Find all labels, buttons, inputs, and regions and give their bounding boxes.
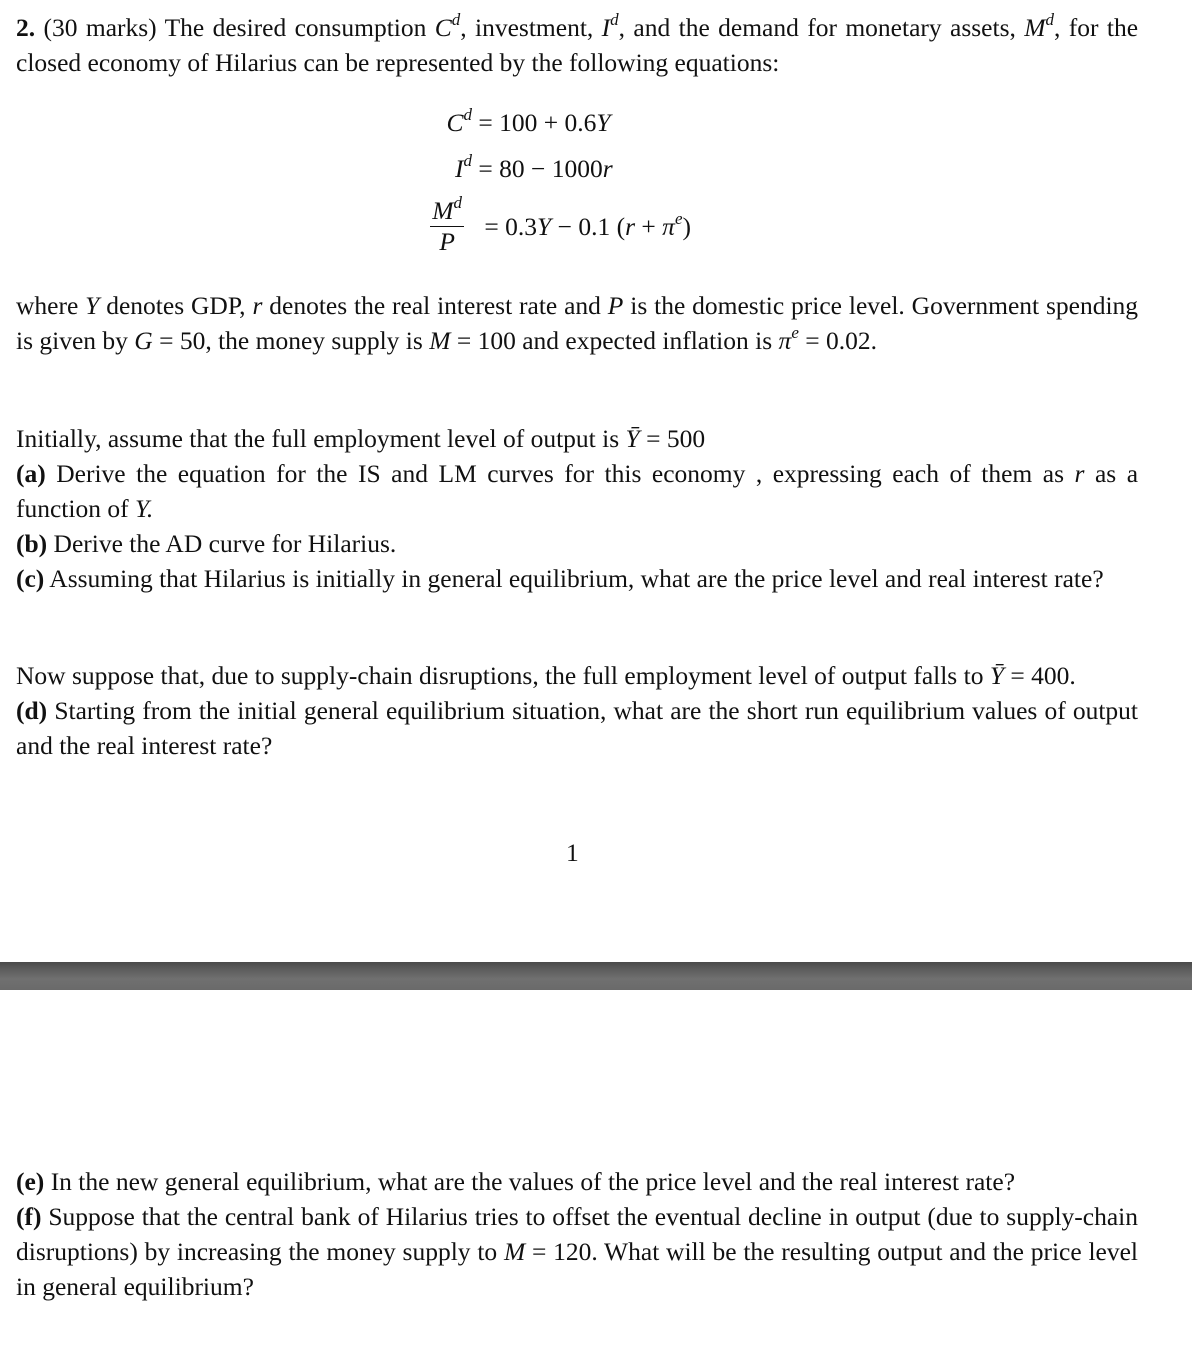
parts-a-c (16, 421, 1138, 596)
parts-d (16, 658, 1138, 763)
now-suppose-line: Now suppose that, due to supply-chain disruptions, the full employment level of output falls to Ȳ = 400. (16, 661, 1076, 690)
question-number: 2. (16, 13, 36, 42)
where-paragraph: where Y denotes GDP, r denotes the real interest rate and P is the domestic price level. Government spending is given by G = 50, the money supply is M = 100 and expected inflation is $\pi^e = 0.02$. (16, 291, 1139, 355)
part-e: (e) In the new general equilibrium, what are the values of the price level and the real interest rate? (16, 1167, 1016, 1196)
parts-e-f (16, 1164, 1138, 1304)
consumption-equation: $C^d = 100 + 0.6Y$ (446, 105, 611, 137)
fraction: $\frac{M^d}{P}$ (432, 193, 462, 256)
part-a: (a) Derive the equation for the IS and LM curves for this economy , expressing each of them as r as a function of Y. (16, 459, 1139, 523)
page-2 (0, 990, 1192, 1368)
part-c: (c) Assuming that Hilarius is initially in general equilibrium, what are the price level and real interest rate? (16, 564, 1104, 593)
part-f: (f) Suppose that the central bank of Hilarius tries to offset the eventual decline in output (due to supply-chain disruptions) by increasing the money supply to M = 120. What will be the resulting output and the price level in general equilibrium? (16, 1202, 1139, 1301)
money-demand-equation: $\frac{M^d}{P}$ = 0.3Y − 0.1 $(r + \pi^e)$ (432, 193, 691, 256)
page-number: 1 (566, 838, 579, 867)
investment-equation: $I^d = 80 - 1000r$ (455, 151, 613, 183)
question-intro: 2. (30 marks) The desired consumption $C^d$, investment, $I^d$, and the demand for monetary assets, $M^d$, for the closed economy of Hilarius can be represented by the following equations: (16, 10, 1139, 77)
part-b: (b) Derive the AD curve for Hilarius. (16, 529, 397, 558)
initially-line: Initially, assume that the full employment level of output is Ȳ = 500 (16, 424, 706, 453)
part-d: (d) Starting from the initial general equilibrium situation, what are the short run equilibrium values of output and the real interest rate? (16, 696, 1139, 760)
page-divider (0, 962, 1192, 990)
